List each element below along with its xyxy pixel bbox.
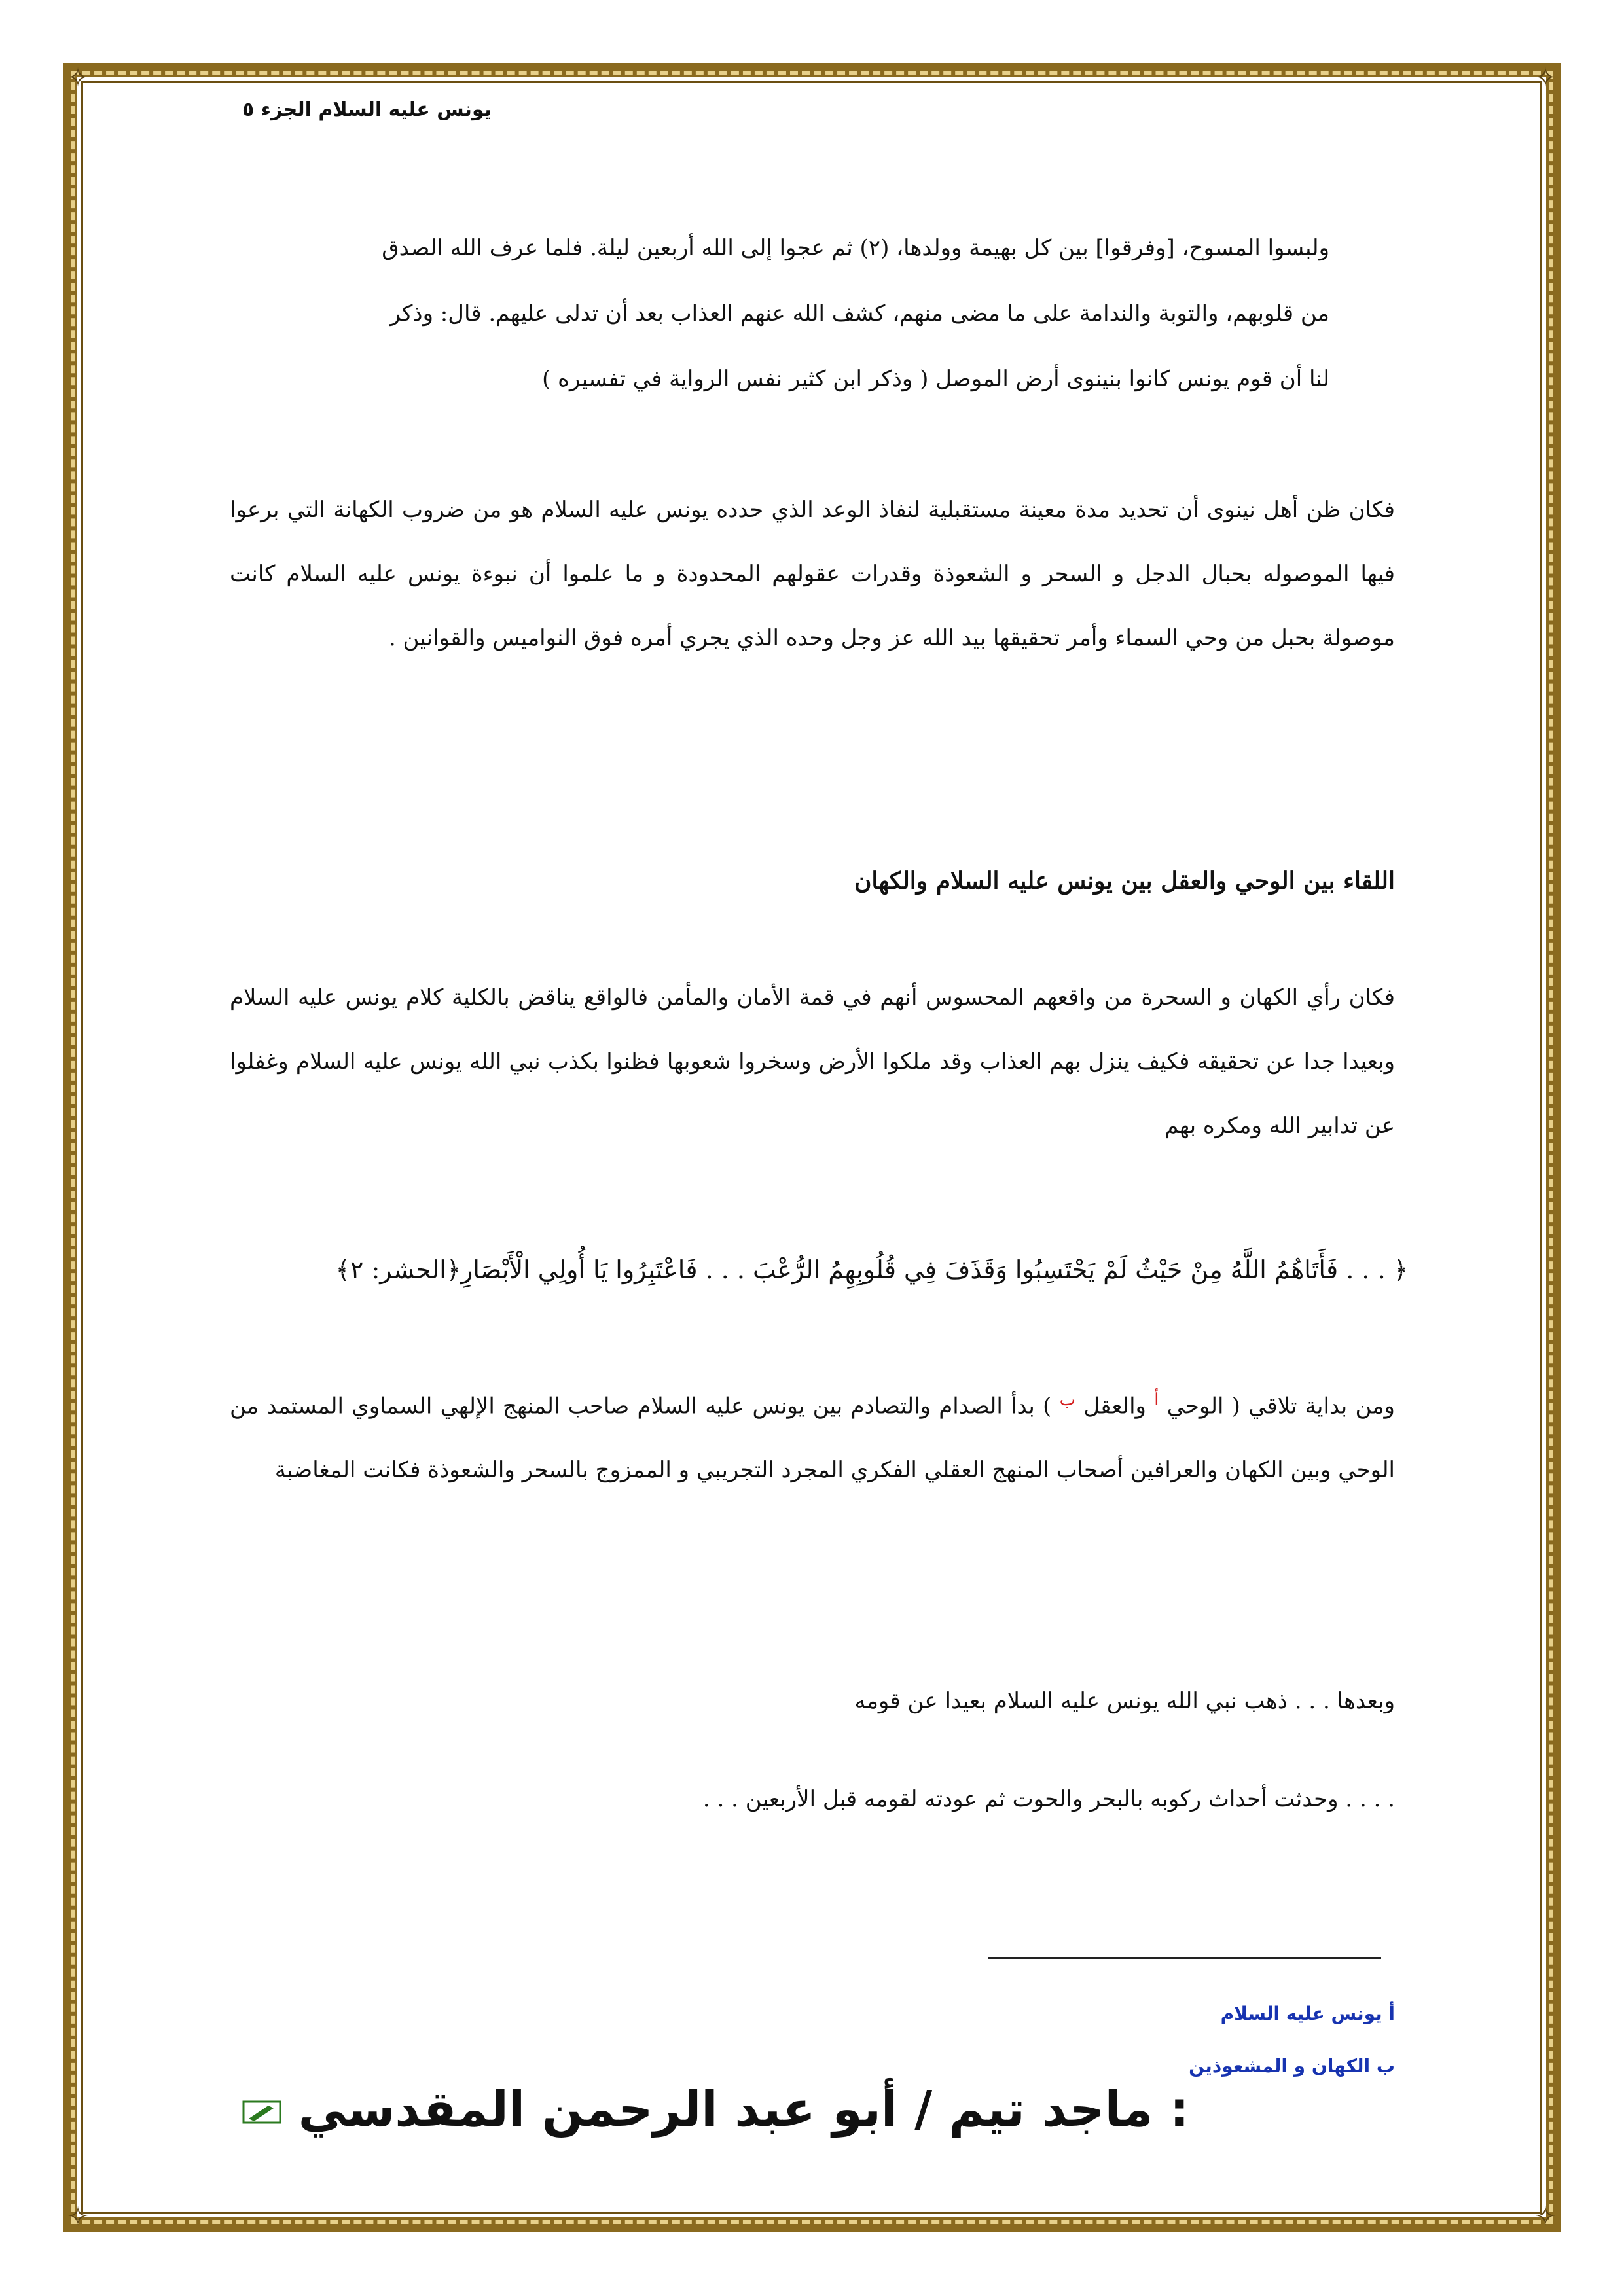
paragraph: فكان رأي الكهان و السحرة من واقعهم المحسوس أنهم في قمة الأمان والمأمن فالواقع يناقض بالكلية كلام يونس عليه السلام وبعيدا جدا عن تحقيقه فكيف ينزل بهم العذاب وقد ملكوا الأرض وسخروا شعوبها فظنوا بكذب نبي الله يونس عليه السلام وغفلوا عن تدابير الله ومكره بهم [230,984,1395,1139]
quote-line: ولبسوا المسوح، [وفرقوا] بين كل بهيمة وولدها، (٢) ثم عجوا إلى الله أربعين ليلة. فلما عرف الله الصدق [382,235,1329,261]
paragraph [230,1368,1395,1502]
paragraph: . . . . وحدثت أحداث ركوبه بالبحر والحوت ثم عودته لقومه قبل الأربعين . . . [702,1786,1395,1812]
paragraph: وبعدها . . . ذهب نبي الله يونس عليه السلام بعيدا عن قومه [854,1688,1395,1714]
author-signature [242,2081,1191,2138]
quote-line: لنا أن قوم يونس كانوا بنينوى أرض الموصل ( وذكر ابن كثير نفس الرواية في تفسيره ) [542,366,1329,392]
page-header: يونس عليه السلام الجزء ٥ [242,98,492,121]
paragraph-text: ) بدأ الصدام والتصادم بين يونس عليه السلام صاحب المنهج الإلهي السماوي المستمد من الوحي وبين الكهان والعرافين أصحاب المنهج العقلي الفكري المجرد التجريبي و الممزوج بالسحر والشعوذة فكانت المغاضبة [230,1393,1395,1484]
quran-verse: ﴿ . . . فَأَتَاهُمُ اللَّهُ مِنْ حَيْثُ لَمْ يَحْتَسِبُوا وَقَذَفَ فِي قُلُوبِهِمُ الرُّعْبَ . . . فَاعْتَبِرُوا يَا أُولِي الْأَبْصَارِ﴿الحشر: ٢﴾ [335,1255,1408,1284]
footnote-divider [988,1957,1381,1959]
footnote-item: ب الكهان و المشعوذين [1189,2055,1395,2077]
corner-ornament-icon: ✧ [67,2202,89,2232]
signature-text: : ماجد تيم / أبو عبد الرحمن المقدسي [298,2081,1189,2138]
pen-icon [242,2099,281,2125]
footnote-marker[interactable]: ب [1059,1390,1076,1410]
footnote-marker[interactable]: أ [1154,1390,1159,1410]
corner-ornament-icon: ✧ [1534,63,1557,93]
paragraph-text: ومن بداية تلاقي ( الوحي [1166,1393,1395,1420]
quote-line: من قلوبهم، والتوبة والندامة على ما مضى منهم، كشف الله عنهم العذاب بعد أن تدلى عليهم. قال: وذكر [389,300,1329,327]
corner-ornament-icon: ✧ [67,63,89,93]
paragraph-text: والعقل [1083,1393,1146,1420]
section-heading: اللقاء بين الوحي والعقل بين يونس عليه السلام والكهان [854,867,1395,895]
corner-ornament-icon: ✧ [1534,2202,1557,2232]
paragraph: فكان ظن أهل نينوى أن تحديد مدة معينة مستقبلية لنفاذ الوعد الذي حدده يونس عليه السلام هو من ضروب الكهانة التي برعوا فيها الموصوله بحبال الدجل و السحر و الشعوذة وقدرات عقولهم المحدودة و ما علموا أن نبوءة يونس عليه السلام كانت موصولة بحبل من وحي السماء وأمر تحقيقها بيد الله عز وجل وحده الذي يجري أمره فوق النواميس والقوانين . [230,497,1395,651]
footnote-item: أ يونس عليه السلام [1220,2003,1395,2024]
